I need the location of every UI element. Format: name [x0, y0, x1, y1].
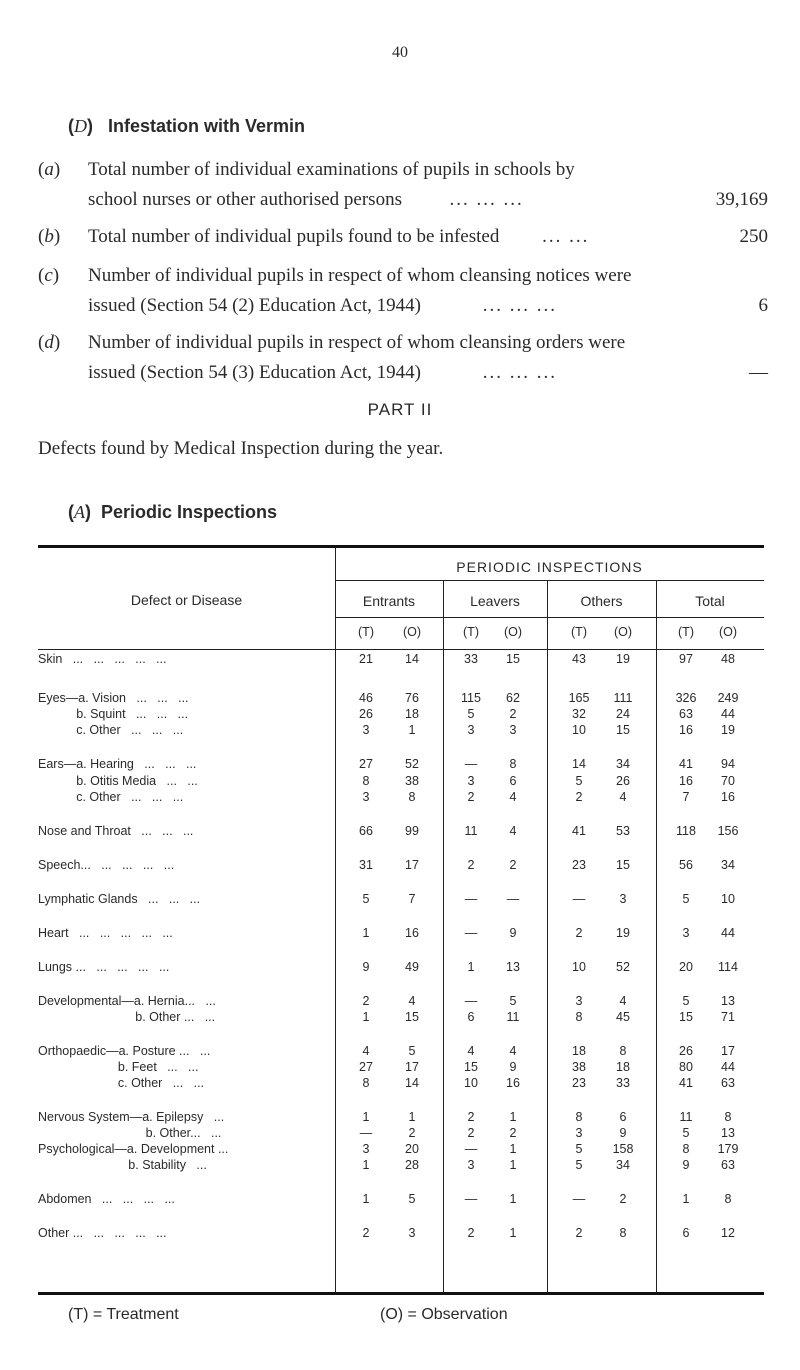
- table-cell: 1: [408, 723, 416, 737]
- table-cell: 63: [721, 1158, 735, 1172]
- sub-header: (O): [718, 625, 738, 639]
- table-cell: 2: [467, 1110, 475, 1124]
- row-label: Other ... ... ... ... ...: [38, 1226, 167, 1240]
- header-rule: [335, 617, 764, 618]
- table-cell: 6: [467, 1010, 475, 1024]
- table-cell: 4: [509, 824, 517, 838]
- table-row: [38, 960, 764, 976]
- table-cell: 3: [682, 926, 690, 940]
- table-cell: 71: [721, 1010, 735, 1024]
- section-a-title: Periodic Inspections: [101, 502, 278, 522]
- sub-header: (T): [571, 625, 587, 639]
- table-cell: 7: [408, 892, 416, 906]
- table-cell: 13: [721, 1126, 735, 1140]
- row-label: c. Other ... ... ...: [38, 723, 184, 737]
- table-cell: 46: [359, 691, 373, 705]
- vermin-item-c: (c) Number of individual pupils in respect of whom cleansing notices were issued (Section 54 (2) Education Act, 1944) ... ... ... 6: [38, 261, 768, 321]
- sub-header: (O): [402, 625, 422, 639]
- table-cell: 1: [362, 1158, 370, 1172]
- table-row: [38, 1142, 764, 1158]
- page-number: 40: [392, 44, 408, 61]
- table-cell: 9: [509, 1060, 517, 1074]
- table-cell: 2: [575, 1226, 583, 1240]
- item-label: a: [44, 159, 54, 180]
- table-row: [38, 723, 764, 739]
- table-cell: 4: [467, 1044, 475, 1058]
- table-cell: —: [359, 1126, 373, 1140]
- table-cell: 3: [619, 892, 627, 906]
- table-cell: 44: [721, 1060, 735, 1074]
- table-cell: 41: [679, 1076, 693, 1090]
- group-header-entrants: Entrants: [362, 593, 416, 609]
- table-cell: 16: [679, 723, 693, 737]
- table-cell: 8: [362, 1076, 370, 1090]
- table-cell: 5: [575, 1142, 583, 1156]
- table-cell: 5: [575, 774, 583, 788]
- table-cell: 14: [405, 1076, 419, 1090]
- table-cell: 2: [619, 1192, 627, 1206]
- table-cell: 3: [575, 994, 583, 1008]
- table-cell: 34: [721, 858, 735, 872]
- table-cell: 24: [616, 707, 630, 721]
- table-cell: 34: [616, 757, 630, 771]
- row-label: Speech... ... ... ... ...: [38, 858, 175, 872]
- table-cell: 3: [575, 1126, 583, 1140]
- defect-column-header: Defect or Disease: [130, 592, 243, 608]
- table-row: [38, 1010, 764, 1026]
- table-cell: 4: [509, 790, 517, 804]
- table-cell: 156: [717, 824, 739, 838]
- header-rule: [335, 580, 764, 581]
- table-row: [38, 691, 764, 707]
- table-cell: 4: [362, 1044, 370, 1058]
- group-header-leavers: Leavers: [470, 593, 520, 609]
- table-row: [38, 1076, 764, 1092]
- row-label: Skin ... ... ... ... ...: [38, 652, 167, 666]
- table-cell: 5: [408, 1192, 416, 1206]
- row-label: Nose and Throat ... ... ...: [38, 824, 194, 838]
- table-cell: 94: [721, 757, 735, 771]
- table-cell: 179: [717, 1142, 739, 1156]
- table-cell: 2: [575, 790, 583, 804]
- legend-treatment: (T) = Treatment: [68, 1306, 179, 1323]
- item-line: Number of individual pupils in respect of whom cleansing notices were: [88, 265, 632, 286]
- table-cell: 158: [612, 1142, 634, 1156]
- row-label: b. Otitis Media ... ...: [38, 774, 198, 788]
- table-cell: 44: [721, 707, 735, 721]
- table-cell: 15: [464, 1060, 478, 1074]
- table-cell: 1: [362, 1192, 370, 1206]
- table-cell: 23: [572, 858, 586, 872]
- row-label: Ears—a. Hearing ... ... ...: [38, 757, 197, 771]
- section-a-heading: (A) Periodic Inspections: [68, 502, 278, 522]
- header-bottom-rule: [38, 649, 764, 650]
- item-line: issued (Section 54 (3) Education Act, 1944): [88, 362, 421, 383]
- table-cell: 17: [405, 1060, 419, 1074]
- table-cell: 111: [613, 691, 633, 705]
- table-cell: 5: [362, 892, 370, 906]
- table-cell: 5: [682, 892, 690, 906]
- table-row: [38, 926, 764, 942]
- table-row: [38, 652, 764, 668]
- table-cell: 11: [679, 1110, 693, 1124]
- table-cell: 49: [405, 960, 419, 974]
- table-row: [38, 1192, 764, 1208]
- table-cell: 28: [405, 1158, 419, 1172]
- table-cell: 1: [362, 1110, 370, 1124]
- leader-dots: ... ... ...: [449, 189, 524, 210]
- table-cell: 16: [721, 790, 735, 804]
- table-cell: —: [464, 1142, 478, 1156]
- table-cell: 1: [509, 1226, 517, 1240]
- table-cell: —: [572, 1192, 586, 1206]
- table-cell: 115: [461, 691, 481, 705]
- table-cell: 1: [362, 1010, 370, 1024]
- table-row: [38, 1110, 764, 1126]
- table-cell: 63: [679, 707, 693, 721]
- table-cell: 27: [359, 1060, 373, 1074]
- vermin-item-b: (b) Total number of individual pupils found to be infested ... ... 250: [38, 222, 768, 252]
- item-label: c: [44, 265, 53, 286]
- row-label: Heart ... ... ... ... ...: [38, 926, 173, 940]
- table-cell: 52: [405, 757, 419, 771]
- table-cell: 8: [724, 1110, 732, 1124]
- group-header-total: Total: [695, 593, 725, 609]
- table-cell: 62: [506, 691, 520, 705]
- row-label: Nervous System—a. Epilepsy ...: [38, 1110, 225, 1124]
- leader-dots: ... ... ...: [482, 295, 557, 316]
- table-cell: 2: [408, 1126, 416, 1140]
- table-cell: 5: [467, 707, 475, 721]
- table-cell: 4: [619, 790, 627, 804]
- table-cell: 249: [717, 691, 739, 705]
- table-cell: 3: [467, 1158, 475, 1172]
- table-cell: 70: [721, 774, 735, 788]
- table-cell: 14: [405, 652, 419, 666]
- table-cell: 5: [408, 1044, 416, 1058]
- table-cell: 1: [408, 1110, 416, 1124]
- table-row: [38, 1044, 764, 1060]
- table-cell: 5: [509, 994, 517, 1008]
- leader-dots: ... ...: [542, 226, 590, 247]
- table-cell: 4: [408, 994, 416, 1008]
- table-cell: 15: [506, 652, 520, 666]
- row-label: Eyes—a. Vision ... ... ...: [38, 691, 189, 705]
- table-cell: 26: [616, 774, 630, 788]
- row-label: b. Feet ... ...: [38, 1060, 199, 1074]
- super-header: PERIODIC INSPECTIONS: [456, 559, 643, 575]
- table-cell: 2: [362, 994, 370, 1008]
- table-cell: 16: [405, 926, 419, 940]
- row-label: b. Other ... ...: [38, 1010, 216, 1024]
- table-cell: 17: [405, 858, 419, 872]
- table-cell: 4: [619, 994, 627, 1008]
- table-cell: 6: [682, 1226, 690, 1240]
- table-bottom-rule: [38, 1292, 764, 1295]
- table-row: [38, 790, 764, 806]
- table-cell: 1: [509, 1158, 517, 1172]
- item-line: Total number of individual examinations of pupils in schools by: [88, 159, 575, 180]
- table-cell: 45: [616, 1010, 630, 1024]
- table-cell: 32: [572, 707, 586, 721]
- row-label: b. Other... ...: [38, 1126, 222, 1140]
- table-cell: 8: [509, 757, 517, 771]
- table-row: [38, 774, 764, 790]
- table-row: [38, 858, 764, 874]
- table-cell: 8: [682, 1142, 690, 1156]
- table-cell: 11: [464, 824, 478, 838]
- table-cell: 31: [359, 858, 373, 872]
- table-cell: 97: [679, 652, 693, 666]
- table-cell: 2: [509, 1126, 517, 1140]
- item-value: 250: [739, 226, 768, 247]
- table-cell: 2: [362, 1226, 370, 1240]
- table-cell: 80: [679, 1060, 693, 1074]
- table-cell: 19: [616, 652, 630, 666]
- table-cell: 53: [616, 824, 630, 838]
- table-cell: 2: [575, 926, 583, 940]
- table-cell: 8: [724, 1192, 732, 1206]
- table-cell: 13: [721, 994, 735, 1008]
- table-cell: 21: [359, 652, 373, 666]
- table-cell: 7: [682, 790, 690, 804]
- row-label: Developmental—a. Hernia... ...: [38, 994, 216, 1008]
- row-label: Lungs ... ... ... ... ...: [38, 960, 170, 974]
- table-cell: 326: [675, 691, 697, 705]
- section-d-heading: (D) Infestation with Vermin: [68, 116, 306, 136]
- table-cell: 2: [467, 1226, 475, 1240]
- row-label: Psychological—a. Development ...: [38, 1142, 229, 1156]
- section-a-letter: A: [74, 502, 85, 522]
- table-cell: 10: [572, 723, 586, 737]
- table-cell: 13: [506, 960, 520, 974]
- table-cell: 8: [575, 1010, 583, 1024]
- group-header-others: Others: [580, 593, 623, 609]
- table-cell: 3: [362, 1142, 370, 1156]
- row-label: b. Squint ... ... ...: [38, 707, 189, 721]
- row-label: b. Stability ...: [38, 1158, 207, 1172]
- part-title: PART II: [367, 400, 433, 419]
- item-value: —: [749, 362, 768, 383]
- table-cell: 8: [362, 774, 370, 788]
- table-cell: 63: [721, 1076, 735, 1090]
- item-line: Total number of individual pupils found to be infested: [88, 226, 500, 247]
- table-top-rule: [38, 545, 764, 548]
- table-row: [38, 707, 764, 723]
- table-cell: —: [464, 1192, 478, 1206]
- table-cell: 1: [509, 1110, 517, 1124]
- table-cell: 15: [679, 1010, 693, 1024]
- table-cell: 38: [572, 1060, 586, 1074]
- table-cell: 6: [509, 774, 517, 788]
- table-cell: 3: [362, 790, 370, 804]
- row-label: c. Other ... ...: [38, 1076, 205, 1090]
- table-cell: 19: [721, 723, 735, 737]
- table-cell: 11: [506, 1010, 520, 1024]
- row-label: Abdomen ... ... ... ...: [38, 1192, 175, 1206]
- defects-intro: Defects found by Medical Inspection during the year.: [38, 438, 444, 459]
- table-cell: 9: [509, 926, 517, 940]
- table-cell: 34: [616, 1158, 630, 1172]
- sub-header: (O): [503, 625, 523, 639]
- item-line: school nurses or other authorised persons: [88, 189, 402, 210]
- table-cell: 41: [679, 757, 693, 771]
- row-label: c. Other ... ... ...: [38, 790, 184, 804]
- table-cell: 5: [682, 1126, 690, 1140]
- table-cell: 16: [506, 1076, 520, 1090]
- table-cell: 18: [616, 1060, 630, 1074]
- table-cell: 15: [405, 1010, 419, 1024]
- sub-header: (O): [613, 625, 633, 639]
- table-cell: —: [506, 892, 520, 906]
- table-cell: 3: [509, 723, 517, 737]
- table-cell: 99: [405, 824, 419, 838]
- table-cell: 165: [568, 691, 590, 705]
- table-cell: 41: [572, 824, 586, 838]
- table-cell: 15: [616, 723, 630, 737]
- table-cell: 2: [467, 858, 475, 872]
- table-cell: 33: [464, 652, 478, 666]
- table-cell: 10: [572, 960, 586, 974]
- table-row: [38, 1158, 764, 1174]
- table-row: [38, 994, 764, 1010]
- table-row: [38, 1126, 764, 1142]
- vermin-item-a: (a) Total number of individual examinations of pupils in schools by school nurses or other authorised persons ... ... ... 39,169: [38, 155, 768, 215]
- table-cell: 114: [718, 960, 738, 974]
- table-cell: 3: [408, 1226, 416, 1240]
- leader-dots: ... ... ...: [482, 362, 557, 383]
- legend-observation: (O) = Observation: [380, 1306, 508, 1323]
- table-cell: 118: [676, 824, 696, 838]
- table-cell: 44: [721, 926, 735, 940]
- table-cell: 5: [682, 994, 690, 1008]
- table-cell: 8: [619, 1226, 627, 1240]
- table-cell: 1: [509, 1192, 517, 1206]
- table-cell: 2: [509, 707, 517, 721]
- sub-header: (T): [463, 625, 479, 639]
- item-label: b: [44, 226, 54, 247]
- table-cell: 38: [405, 774, 419, 788]
- table-cell: 20: [679, 960, 693, 974]
- table-cell: 3: [362, 723, 370, 737]
- table-cell: 16: [679, 774, 693, 788]
- table-cell: —: [464, 757, 478, 771]
- table-cell: 2: [509, 858, 517, 872]
- table-cell: —: [464, 892, 478, 906]
- table-cell: 2: [467, 790, 475, 804]
- item-label: d: [44, 332, 54, 353]
- table-row: [38, 824, 764, 840]
- table-cell: 18: [572, 1044, 586, 1058]
- table-row: [38, 1060, 764, 1076]
- table-cell: 18: [405, 707, 419, 721]
- table-cell: 17: [721, 1044, 735, 1058]
- table-cell: 8: [575, 1110, 583, 1124]
- table-cell: 48: [721, 652, 735, 666]
- table-cell: 10: [464, 1076, 478, 1090]
- table-cell: 56: [679, 858, 693, 872]
- periodic-inspections-table: [38, 545, 764, 1295]
- table-cell: 15: [616, 858, 630, 872]
- table-cell: 1: [682, 1192, 690, 1206]
- table-row: [38, 1226, 764, 1242]
- vermin-item-d: (d) Number of individual pupils in respect of whom cleansing orders were issued (Section 54 (3) Education Act, 1944) ... ... ... —: [38, 328, 768, 388]
- table-cell: —: [464, 926, 478, 940]
- table-cell: 2: [467, 1126, 475, 1140]
- table-cell: 76: [405, 691, 419, 705]
- table-cell: —: [464, 994, 478, 1008]
- sub-header: (T): [358, 625, 374, 639]
- table-cell: 9: [619, 1126, 627, 1140]
- table-cell: 27: [359, 757, 373, 771]
- item-line: Number of individual pupils in respect of whom cleansing orders were: [88, 332, 626, 353]
- table-cell: 26: [679, 1044, 693, 1058]
- table-cell: 8: [619, 1044, 627, 1058]
- table-cell: 5: [575, 1158, 583, 1172]
- table-row: [38, 757, 764, 773]
- table-cell: 1: [467, 960, 475, 974]
- table-cell: 52: [616, 960, 630, 974]
- table-cell: 26: [359, 707, 373, 721]
- table-cell: 43: [572, 652, 586, 666]
- item-value: 6: [758, 295, 768, 316]
- table-cell: 3: [467, 774, 475, 788]
- table-cell: 14: [572, 757, 586, 771]
- table-cell: 1: [362, 926, 370, 940]
- table-cell: 4: [509, 1044, 517, 1058]
- table-cell: 23: [572, 1076, 586, 1090]
- table-cell: 3: [467, 723, 475, 737]
- section-d-letter: D: [74, 116, 87, 136]
- table-cell: 9: [682, 1158, 690, 1172]
- row-label: Lymphatic Glands ... ... ...: [38, 892, 201, 906]
- section-d-title: Infestation with Vermin: [108, 116, 306, 136]
- table-cell: 20: [405, 1142, 419, 1156]
- table-cell: 6: [619, 1110, 627, 1124]
- table-cell: 66: [359, 824, 373, 838]
- table-cell: 8: [408, 790, 416, 804]
- row-label: Orthopaedic—a. Posture ... ...: [38, 1044, 211, 1058]
- table-cell: 19: [616, 926, 630, 940]
- table-cell: 9: [362, 960, 370, 974]
- item-value: 39,169: [715, 189, 768, 210]
- item-line: issued (Section 54 (2) Education Act, 1944): [88, 295, 421, 316]
- table-cell: 12: [721, 1226, 735, 1240]
- table-row: [38, 892, 764, 908]
- table-cell: —: [572, 892, 586, 906]
- table-cell: 10: [721, 892, 735, 906]
- table-cell: 33: [616, 1076, 630, 1090]
- table-cell: 1: [509, 1142, 517, 1156]
- sub-header: (T): [678, 625, 694, 639]
